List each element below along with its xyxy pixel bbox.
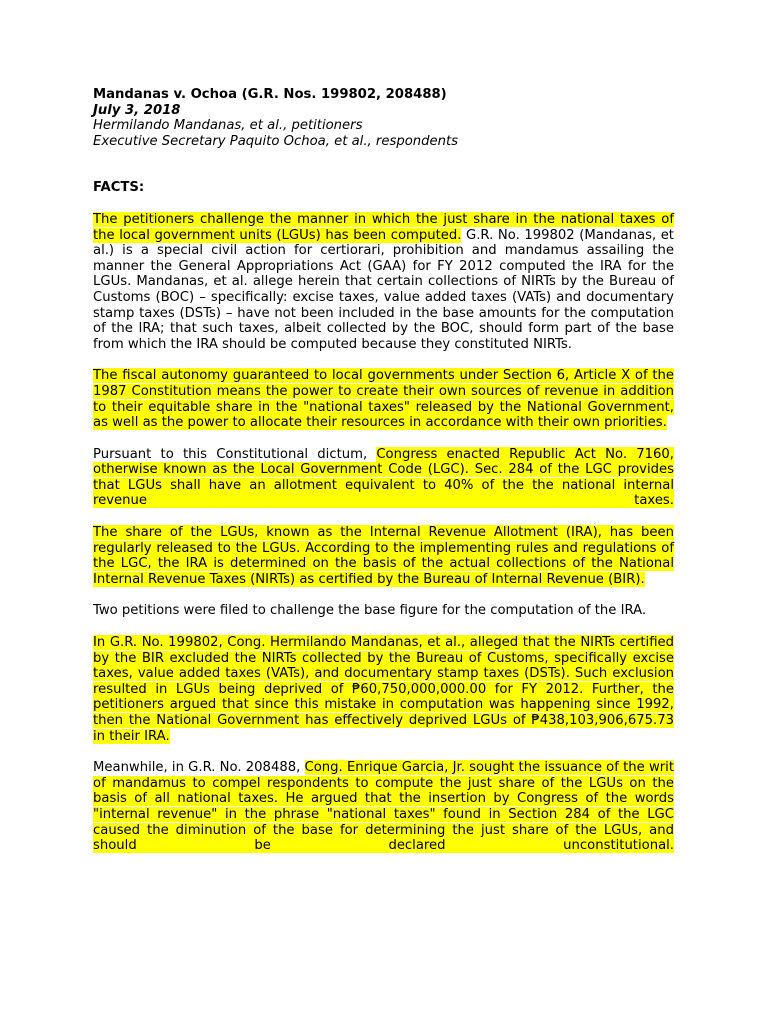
highlighted-text: The fiscal autonomy guaranteed to local governments [93,368,455,384]
plain-text: Two petitions were filed to challenge the base figure for the computation of the IRA. [93,603,647,619]
plain-text: Meanwhile, in G.R. No. 208488, [93,760,305,776]
plain-text: Pursuant to this Constitutional dictum, [93,446,377,462]
highlighted-text: under Section 6, Article X of the 1987 Constitution means the power to create their own sources of revenue in addition to their equitable share in the "national taxes" released by the National Government, as well as the power to allocate their resources in accordance with their own priorities. [93,368,674,431]
document-page [93,87,674,870]
paragraph-5 [93,603,674,619]
paragraph-7 [93,760,674,854]
petitioners-line: Hermilando Mandanas, et al., petitioners [93,118,363,134]
highlighted-text: The share of the LGUs, known as the Internal Revenue Allotment (IRA), has been regularly released to the LGUs. According to the implementing rules and regulations of the LGC, the IRA is determined on the basis of the actual collections of the National Internal Revenue Taxes (NIRTs) as certified by the Bureau of Internal Revenue (BIR). [93,525,674,587]
paragraph-6 [93,635,674,744]
paragraph-1 [93,212,674,352]
highlighted-text: Congress enacted Republic Act No. 7160, otherwise known as the Local Government Code (LGC). Sec. 284 of the LGC provides that LGUs shall have an allotment equivalent to 40% of the the national internal revenue taxes. [93,446,674,509]
paragraph-3 [93,447,674,509]
case-title: Mandanas v. Ochoa (G.R. Nos. 199802, 208488) [93,87,447,102]
respondents-line: Executive Secretary Paquito Ochoa, et al., respondents [93,133,459,149]
paragraph-2 [93,368,674,430]
plain-text: G.R. No. 199802 (Mandanas, et al.) is a special civil action for certiorari, prohibition and mandamus assailing the manner the General Appropriations Act (GAA) for FY 2012 computed the IRA for the LGUs. Mandanas, et al. allege herein that certain collections of NIRTs by the Bureau of Customs (BOC) – specifically: excise taxes, value added taxes (VATs) and documentary stamp taxes (DSTs) – have not been included in the base amounts for the computation of the IRA; that such taxes, albeit collected by the BOC, should form part of the base from which the IRA should be computed because they constituted NIRTs. [93,227,674,352]
highlighted-text: In G.R. No. 199802, Cong. Hermilando Mandanas, et al., alleged that the NIRTs certified by the BIR excluded the NIRTs collected by the Bureau of Customs, specifically excise taxes, value added taxes (VATs), and documentary stamp taxes (DSTs). Such exclusion resulted in LGUs being deprived of ₱60,750,000,000.00 for FY 2012. Further, the petitioners argued that since this mistake in computation was happening since 1992, then the National Government has effectively deprived LGUs of ₱438,103,906,675.73 in their IRA. [93,635,674,744]
paragraph-4 [93,525,674,587]
decision-date: July 3, 2018 [93,102,181,118]
highlighted-text: The petitioners challenge the manner in which the just share in the national taxes of the local government units (LGUs) has been computed. [93,211,674,243]
facts-heading: FACTS: [93,180,145,196]
highlighted-text: Cong. Enrique Garcia, Jr. sought the issuance of the writ of mandamus to compel respondents to compute the just share of the LGUs on the basis of all national taxes. He argued that the insertion by Congress of the words "internal revenue" in the phrase "national taxes" found in Section 284 of the LGC caused the diminution of the base for determining the just share of the LGUs, and should be declared unconstitutional. [93,760,674,854]
